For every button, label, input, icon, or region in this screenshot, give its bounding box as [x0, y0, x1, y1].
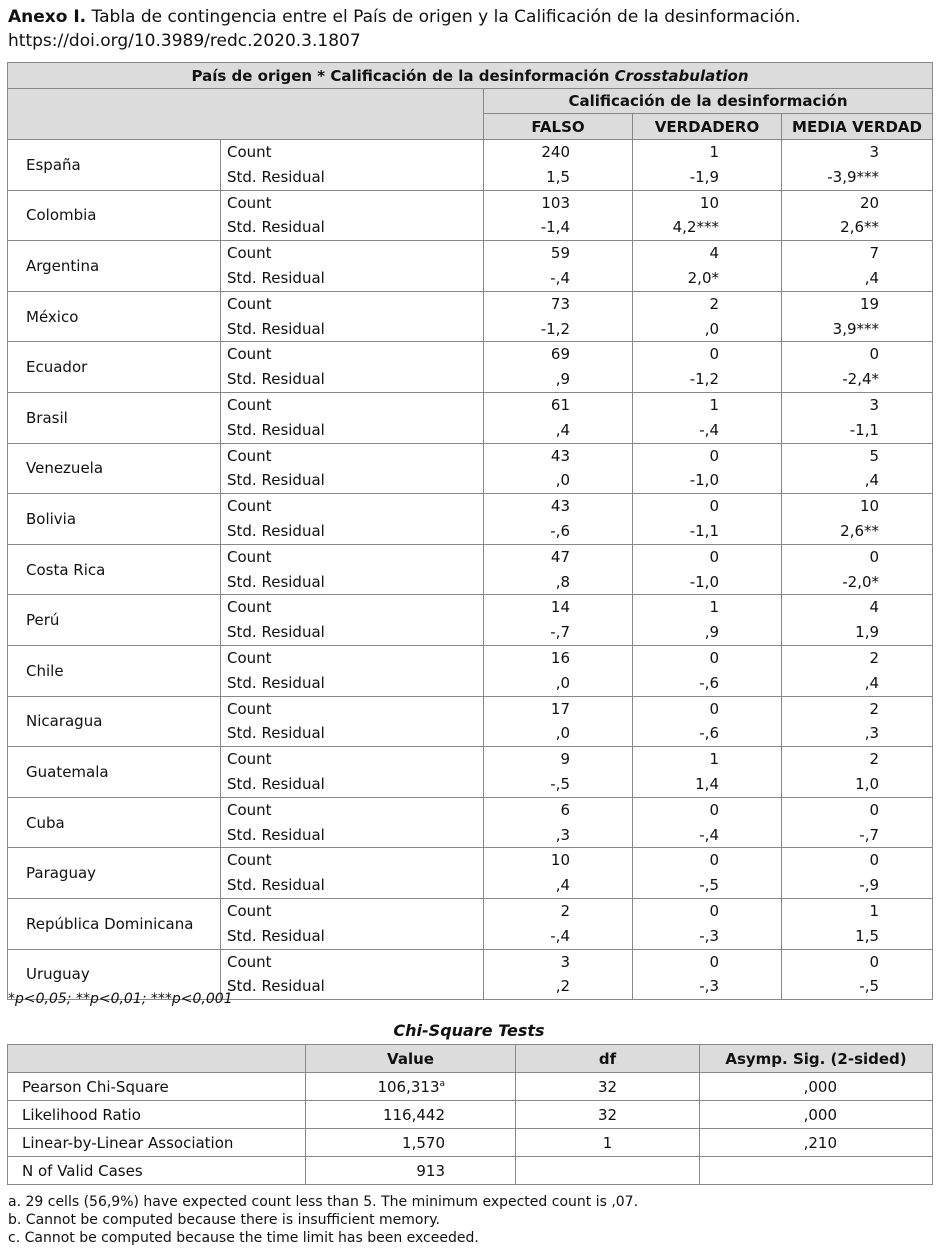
table-row — [8, 848, 933, 873]
stat-label-count: Count — [221, 291, 484, 316]
count-cell: 1 — [633, 747, 782, 772]
residual-cell: ,0 — [484, 671, 633, 696]
chi-header-sig: Asymp. Sig. (2-sided) — [700, 1045, 933, 1073]
stat-label-residual: Std. Residual — [221, 266, 484, 291]
stat-label-residual: Std. Residual — [221, 924, 484, 949]
count-cell: 0 — [633, 949, 782, 974]
count-cell: 2 — [782, 696, 933, 721]
stat-label-count: Count — [221, 797, 484, 822]
residual-cell: -,6 — [484, 519, 633, 544]
residual-cell: ,9 — [633, 620, 782, 645]
residual-cell: -,5 — [484, 772, 633, 797]
count-cell: 0 — [633, 443, 782, 468]
count-cell: 9 — [484, 747, 633, 772]
crosstab-table — [7, 62, 933, 1000]
residual-cell: -,6 — [633, 721, 782, 746]
chi-value: 1,570 — [402, 1133, 445, 1152]
stat-label-residual: Std. Residual — [221, 570, 484, 595]
count-cell: 1 — [782, 898, 933, 923]
country-cell: Uruguay — [8, 949, 221, 1000]
count-cell: 4 — [782, 595, 933, 620]
country-cell: República Dominicana — [8, 898, 221, 949]
residual-cell: -3,9*** — [782, 165, 933, 190]
stat-label-residual: Std. Residual — [221, 823, 484, 848]
country-cell: Perú — [8, 595, 221, 646]
stat-label-residual: Std. Residual — [221, 165, 484, 190]
residual-cell: 4,2*** — [633, 215, 782, 240]
stat-label-count: Count — [221, 747, 484, 772]
table-row — [8, 494, 933, 519]
count-cell: 0 — [782, 797, 933, 822]
stat-label-count: Count — [221, 898, 484, 923]
residual-cell: -1,1 — [782, 418, 933, 443]
table-row — [8, 696, 933, 721]
residual-cell: -2,4* — [782, 367, 933, 392]
country-cell: Venezuela — [8, 443, 221, 494]
residual-cell: -,5 — [633, 873, 782, 898]
stat-label-residual: Std. Residual — [221, 721, 484, 746]
residual-cell: 1,4 — [633, 772, 782, 797]
residual-cell: -,7 — [782, 823, 933, 848]
chi-label-cell: Likelihood Ratio — [8, 1101, 306, 1129]
count-cell: 19 — [782, 291, 933, 316]
residual-cell: ,4 — [782, 468, 933, 493]
residual-cell: -1,2 — [633, 367, 782, 392]
count-cell: 1 — [633, 392, 782, 417]
country-cell: Paraguay — [8, 848, 221, 899]
count-cell: 0 — [633, 696, 782, 721]
chi-df-cell: 1 — [516, 1129, 700, 1157]
stat-label-residual: Std. Residual — [221, 367, 484, 392]
stat-label-count: Count — [221, 443, 484, 468]
count-cell: 3 — [484, 949, 633, 974]
residual-cell: ,4 — [484, 873, 633, 898]
chi-header-value: Value — [306, 1045, 516, 1073]
count-cell: 240 — [484, 140, 633, 165]
residual-cell: -,9 — [782, 873, 933, 898]
stat-label-count: Count — [221, 645, 484, 670]
count-cell: 0 — [633, 494, 782, 519]
residual-cell: ,2 — [484, 974, 633, 999]
count-cell: 17 — [484, 696, 633, 721]
count-cell: 73 — [484, 291, 633, 316]
stat-label-count: Count — [221, 241, 484, 266]
count-cell: 2 — [484, 898, 633, 923]
count-cell: 43 — [484, 494, 633, 519]
country-cell: Bolivia — [8, 494, 221, 545]
count-cell: 61 — [484, 392, 633, 417]
count-cell: 103 — [484, 190, 633, 215]
count-cell: 0 — [782, 544, 933, 569]
count-cell: 0 — [782, 848, 933, 873]
crosstab-title: País de origen * Calificación de la desinformación Crosstabulation — [8, 63, 933, 89]
residual-cell: ,0 — [633, 317, 782, 342]
residual-cell: -1,2 — [484, 317, 633, 342]
stat-label-count: Count — [221, 140, 484, 165]
table-row — [8, 241, 933, 266]
residual-cell: ,4 — [782, 671, 933, 696]
chi-df-cell: 32 — [516, 1073, 700, 1101]
stat-label-residual: Std. Residual — [221, 772, 484, 797]
stat-label-residual: Std. Residual — [221, 873, 484, 898]
count-cell: 3 — [782, 392, 933, 417]
residual-cell: 1,9 — [782, 620, 933, 645]
count-cell: 5 — [782, 443, 933, 468]
count-cell: 10 — [782, 494, 933, 519]
table-row — [8, 190, 933, 215]
count-cell: 14 — [484, 595, 633, 620]
stat-label-residual: Std. Residual — [221, 418, 484, 443]
count-cell: 69 — [484, 342, 633, 367]
stat-label-residual: Std. Residual — [221, 468, 484, 493]
residual-cell: -,7 — [484, 620, 633, 645]
table-row — [8, 645, 933, 670]
group-header: Calificación de la desinformación — [484, 89, 933, 114]
stat-label-residual: Std. Residual — [221, 974, 484, 999]
residual-cell: ,4 — [484, 418, 633, 443]
stat-label-count: Count — [221, 848, 484, 873]
table-row — [8, 392, 933, 417]
residual-cell: -,4 — [484, 266, 633, 291]
crosstab-corner — [8, 89, 484, 140]
count-cell: 0 — [633, 645, 782, 670]
table-row — [8, 797, 933, 822]
table-row — [8, 595, 933, 620]
residual-cell: 3,9*** — [782, 317, 933, 342]
residual-cell: -2,0* — [782, 570, 933, 595]
table-row — [8, 747, 933, 772]
country-cell: Colombia — [8, 190, 221, 241]
table-row — [8, 544, 933, 569]
residual-cell: ,0 — [484, 468, 633, 493]
count-cell: 1 — [633, 595, 782, 620]
footnote: b. Cannot be computed because there is insufficient memory. — [8, 1212, 440, 1228]
residual-cell: 1,5 — [484, 165, 633, 190]
count-cell: 0 — [633, 797, 782, 822]
stat-label-residual: Std. Residual — [221, 519, 484, 544]
stat-label-residual: Std. Residual — [221, 620, 484, 645]
stat-label-count: Count — [221, 595, 484, 620]
country-cell: Brasil — [8, 392, 221, 443]
footnote-marker: a — [439, 1078, 445, 1089]
country-cell: Nicaragua — [8, 696, 221, 747]
residual-cell: 1,5 — [782, 924, 933, 949]
country-cell: España — [8, 140, 221, 191]
residual-cell: -1,0 — [633, 468, 782, 493]
residual-cell: -1,9 — [633, 165, 782, 190]
country-cell: Chile — [8, 645, 221, 696]
count-cell: 6 — [484, 797, 633, 822]
count-cell: 0 — [633, 544, 782, 569]
chi-square-title: Chi-Square Tests — [393, 1021, 545, 1040]
count-cell: 7 — [782, 241, 933, 266]
stat-label-residual: Std. Residual — [221, 215, 484, 240]
column-header-verdadero: VERDADERO — [633, 114, 782, 140]
column-header-falso: FALSO — [484, 114, 633, 140]
caption-text: Tabla de contingencia entre el País de origen y la Calificación de la desinformación. — [86, 7, 801, 27]
country-cell: Ecuador — [8, 342, 221, 393]
residual-cell: -,6 — [633, 671, 782, 696]
chi-sig-cell: ,000 — [700, 1101, 933, 1129]
chi-sig-cell: ,000 — [700, 1073, 933, 1101]
residual-cell: 2,6** — [782, 519, 933, 544]
chi-df-cell — [516, 1157, 700, 1185]
table-row — [8, 1073, 933, 1101]
stat-label-count: Count — [221, 190, 484, 215]
residual-cell: -1,1 — [633, 519, 782, 544]
residual-cell: 1,0 — [782, 772, 933, 797]
stat-label-count: Count — [221, 544, 484, 569]
residual-cell: -,4 — [484, 924, 633, 949]
count-cell: 20 — [782, 190, 933, 215]
count-cell: 4 — [633, 241, 782, 266]
chi-sig-cell — [700, 1157, 933, 1185]
count-cell: 1 — [633, 140, 782, 165]
country-cell: Argentina — [8, 241, 221, 292]
significance-note: *p<0,05; **p<0,01; ***p<0,001 — [8, 991, 233, 1007]
chi-value: 116,442 — [382, 1105, 445, 1124]
residual-cell: 2,0* — [633, 266, 782, 291]
table-row — [8, 1157, 933, 1185]
stat-label-count: Count — [221, 494, 484, 519]
chi-square-table — [7, 1044, 933, 1185]
footnote: a. 29 cells (56,9%) have expected count less than 5. The minimum expected count is ,07. — [8, 1194, 639, 1210]
table-row — [8, 898, 933, 923]
country-cell: Costa Rica — [8, 544, 221, 595]
table-row — [8, 140, 933, 165]
chi-label-cell: N of Valid Cases — [8, 1157, 306, 1185]
residual-cell: ,3 — [484, 823, 633, 848]
stat-label-residual: Std. Residual — [221, 317, 484, 342]
caption-label: Anexo I. — [8, 7, 87, 27]
stat-label-count: Count — [221, 696, 484, 721]
chi-value-cell — [306, 1129, 516, 1157]
residual-cell: ,0 — [484, 721, 633, 746]
count-cell: 10 — [633, 190, 782, 215]
residual-cell: -,4 — [633, 418, 782, 443]
residual-cell: -,3 — [633, 924, 782, 949]
count-cell: 0 — [633, 342, 782, 367]
count-cell: 2 — [782, 645, 933, 670]
country-cell: México — [8, 291, 221, 342]
chi-value-cell — [306, 1101, 516, 1129]
count-cell: 43 — [484, 443, 633, 468]
chi-header-blank — [8, 1045, 306, 1073]
chi-value: 106,313 — [377, 1077, 440, 1096]
count-cell: 0 — [782, 949, 933, 974]
stat-label-count: Count — [221, 342, 484, 367]
count-cell: 59 — [484, 241, 633, 266]
chi-value: 913 — [416, 1161, 445, 1180]
chi-value-cell — [306, 1157, 516, 1185]
stat-label-count: Count — [221, 949, 484, 974]
count-cell: 0 — [782, 342, 933, 367]
chi-sig-cell: ,210 — [700, 1129, 933, 1157]
count-cell: 10 — [484, 848, 633, 873]
chi-header-df: df — [516, 1045, 700, 1073]
chi-df-cell: 32 — [516, 1101, 700, 1129]
table-row — [8, 342, 933, 367]
table-row — [8, 443, 933, 468]
count-cell: 3 — [782, 140, 933, 165]
country-cell: Guatemala — [8, 747, 221, 798]
chi-label-cell: Pearson Chi-Square — [8, 1073, 306, 1101]
residual-cell: ,9 — [484, 367, 633, 392]
table-row — [8, 1101, 933, 1129]
stat-label-residual: Std. Residual — [221, 671, 484, 696]
residual-cell: -1,0 — [633, 570, 782, 595]
residual-cell: -1,4 — [484, 215, 633, 240]
residual-cell: ,8 — [484, 570, 633, 595]
residual-cell: ,3 — [782, 721, 933, 746]
count-cell: 47 — [484, 544, 633, 569]
table-row — [8, 1129, 933, 1157]
residual-cell: ,4 — [782, 266, 933, 291]
count-cell: 0 — [633, 898, 782, 923]
column-header-media-verdad: MEDIA VERDAD — [782, 114, 933, 140]
residual-cell: -,3 — [633, 974, 782, 999]
table-row — [8, 949, 933, 974]
count-cell: 0 — [633, 848, 782, 873]
residual-cell: -,5 — [782, 974, 933, 999]
residual-cell: -,4 — [633, 823, 782, 848]
table-row — [8, 291, 933, 316]
chi-label-cell: Linear-by-Linear Association — [8, 1129, 306, 1157]
country-cell: Cuba — [8, 797, 221, 848]
count-cell: 16 — [484, 645, 633, 670]
footnote: c. Cannot be computed because the time limit has been exceeded. — [8, 1230, 479, 1246]
caption-doi-link[interactable]: https://doi.org/10.3989/redc.2020.3.1807 — [8, 31, 361, 51]
table-caption — [8, 5, 933, 53]
chi-value-cell — [306, 1073, 516, 1101]
count-cell: 2 — [782, 747, 933, 772]
residual-cell: 2,6** — [782, 215, 933, 240]
stat-label-count: Count — [221, 392, 484, 417]
count-cell: 2 — [633, 291, 782, 316]
